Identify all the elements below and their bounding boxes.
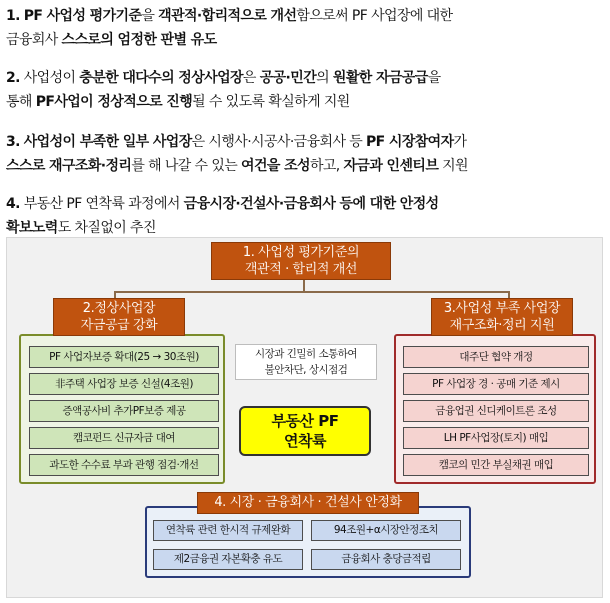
statement-4	[6, 192, 604, 240]
statement-line	[6, 192, 604, 216]
connector-horizontal	[114, 291, 510, 293]
normal-site-measure: 非주택 사업장 보증 신설(4조원)	[29, 373, 219, 395]
statement-bold-text: 사업성이 부족한 일부 사업장	[23, 134, 192, 150]
box-3-weak-sites	[431, 298, 573, 336]
box-2-normal-sites	[53, 298, 185, 336]
panel-market-stabilization	[145, 506, 471, 578]
center-title-line-2: 연착륙	[284, 432, 326, 450]
statement-bold-text: 금융시장·건설사·금융회사 등에 대한 안정성	[183, 196, 439, 212]
statement-bold-text: 확보노력	[6, 220, 58, 236]
statement-text: 사업성이	[23, 70, 80, 86]
statement-bold-text: 충분한 대다수의 정상사업장	[79, 70, 243, 86]
statement-text: 금융회사	[6, 32, 62, 48]
statement-text: 를 해 나갈 수 있는	[131, 158, 242, 174]
bottom-item-4: 금융회사 충당금적립	[311, 549, 461, 570]
normal-site-measure: 캠코펀드 신규자금 대여	[29, 427, 219, 449]
statement-bold-text: 자금과 인센티브	[343, 158, 439, 174]
statement-text: 도 차질없이 추진	[57, 220, 156, 236]
statement-line	[6, 4, 604, 28]
box-3-line-1: 3.사업성 부족 사업장	[443, 301, 561, 316]
statement-number: 4.	[6, 196, 20, 212]
statement-number: 1.	[6, 8, 20, 24]
statement-text: 부동산 PF 연착륙 과정에서	[23, 196, 184, 212]
statement-1	[6, 4, 604, 52]
box-1-line-2: 객관적 · 합리적 개선	[244, 262, 358, 277]
statement-bold-text: 스스로 재구조화·정리	[6, 158, 132, 174]
weak-site-measure: 대주단 협약 개정	[403, 346, 589, 368]
statement-bold-text: 여건을 조성	[241, 158, 310, 174]
weak-site-measure: 금융업권 신디케이트론 조성	[403, 400, 589, 422]
statement-text: 될 수 있도록 확실하게 지원	[192, 94, 350, 110]
statement-3	[6, 130, 604, 178]
statement-text: 의	[316, 70, 333, 86]
statement-bold-text: 스스로의 엄정한 판별 유도	[61, 32, 217, 48]
normal-site-measure: PF 사업자보증 확대(25 → 30조원)	[29, 346, 219, 368]
statement-text: 하고,	[309, 158, 344, 174]
statement-bold-text: PF 사업성 평가기준	[23, 8, 142, 24]
statement-line	[6, 28, 604, 52]
normal-site-measure: 과도한 수수료 부과 관행 점검·개선	[29, 454, 219, 476]
statement-bold-text: 공공·민간	[259, 70, 317, 86]
bottom-item-3: 제2금융권 자본확충 유도	[153, 549, 303, 570]
connector-top	[303, 278, 305, 292]
statement-line	[6, 66, 604, 90]
statement-line	[6, 90, 604, 114]
center-title-line-1: 부동산 PF	[271, 412, 339, 430]
statement-number: 3.	[6, 134, 20, 150]
statement-line	[6, 130, 604, 154]
statement-text: 을	[427, 70, 441, 86]
statement-bold-text: 객관적·합리적으로 개선	[158, 8, 297, 24]
statement-bold-text: PF 시장참여자	[366, 134, 454, 150]
statement-text: 통해	[6, 94, 36, 110]
weak-site-measure: 캠코의 민간 부실채권 매입	[403, 454, 589, 476]
statement-text: 을	[141, 8, 159, 24]
bottom-item-2: 94조원+α시장안정조치	[311, 520, 461, 541]
box-1-line-1: 1. 사업성 평가기준의	[242, 245, 360, 260]
center-note-line-2: 불안차단, 상시점검	[264, 364, 348, 376]
normal-site-measure: 증액공사비 추가PF보증 제공	[29, 400, 219, 422]
panel-weak-sites	[394, 334, 596, 484]
box-2-line-1: 2.정상사업장	[82, 301, 156, 316]
soft-landing-diagram	[6, 237, 603, 598]
statement-bold-text: PF사업이 정상적으로 진행	[35, 94, 193, 110]
statement-line	[6, 154, 604, 178]
center-note-line-1: 시장과 긴밀히 소통하여	[254, 348, 358, 360]
bottom-item-1: 연착륙 관련 한시적 규제완화	[153, 520, 303, 541]
statement-text: 지원	[438, 158, 468, 174]
panel-normal-sites	[19, 334, 225, 484]
statement-2	[6, 66, 604, 114]
box-2-line-2: 자금공급 강화	[80, 318, 158, 333]
statement-text: 함으로써 PF 사업장에 대한	[296, 8, 453, 24]
box-4-market-stabilization: 4. 시장 · 금융회사 · 건설사 안정화	[197, 492, 419, 514]
weak-site-measure: LH PF사업장(토지) 매입	[403, 427, 589, 449]
box-3-line-2: 재구조화·정리 지원	[449, 318, 555, 333]
statement-number: 2.	[6, 70, 20, 86]
center-title-pf-soft-landing	[239, 406, 371, 456]
statement-text: 가	[453, 134, 467, 150]
statement-bold-text: 원활한 자금공급	[332, 70, 428, 86]
statement-text: 은	[242, 70, 260, 86]
statement-text: 은 시행사·시공사·금융회사 등	[191, 134, 366, 150]
center-note	[235, 344, 377, 380]
weak-site-measure: PF 사업장 경 · 공매 기준 제시	[403, 373, 589, 395]
box-1-evaluation-criteria	[211, 242, 391, 280]
